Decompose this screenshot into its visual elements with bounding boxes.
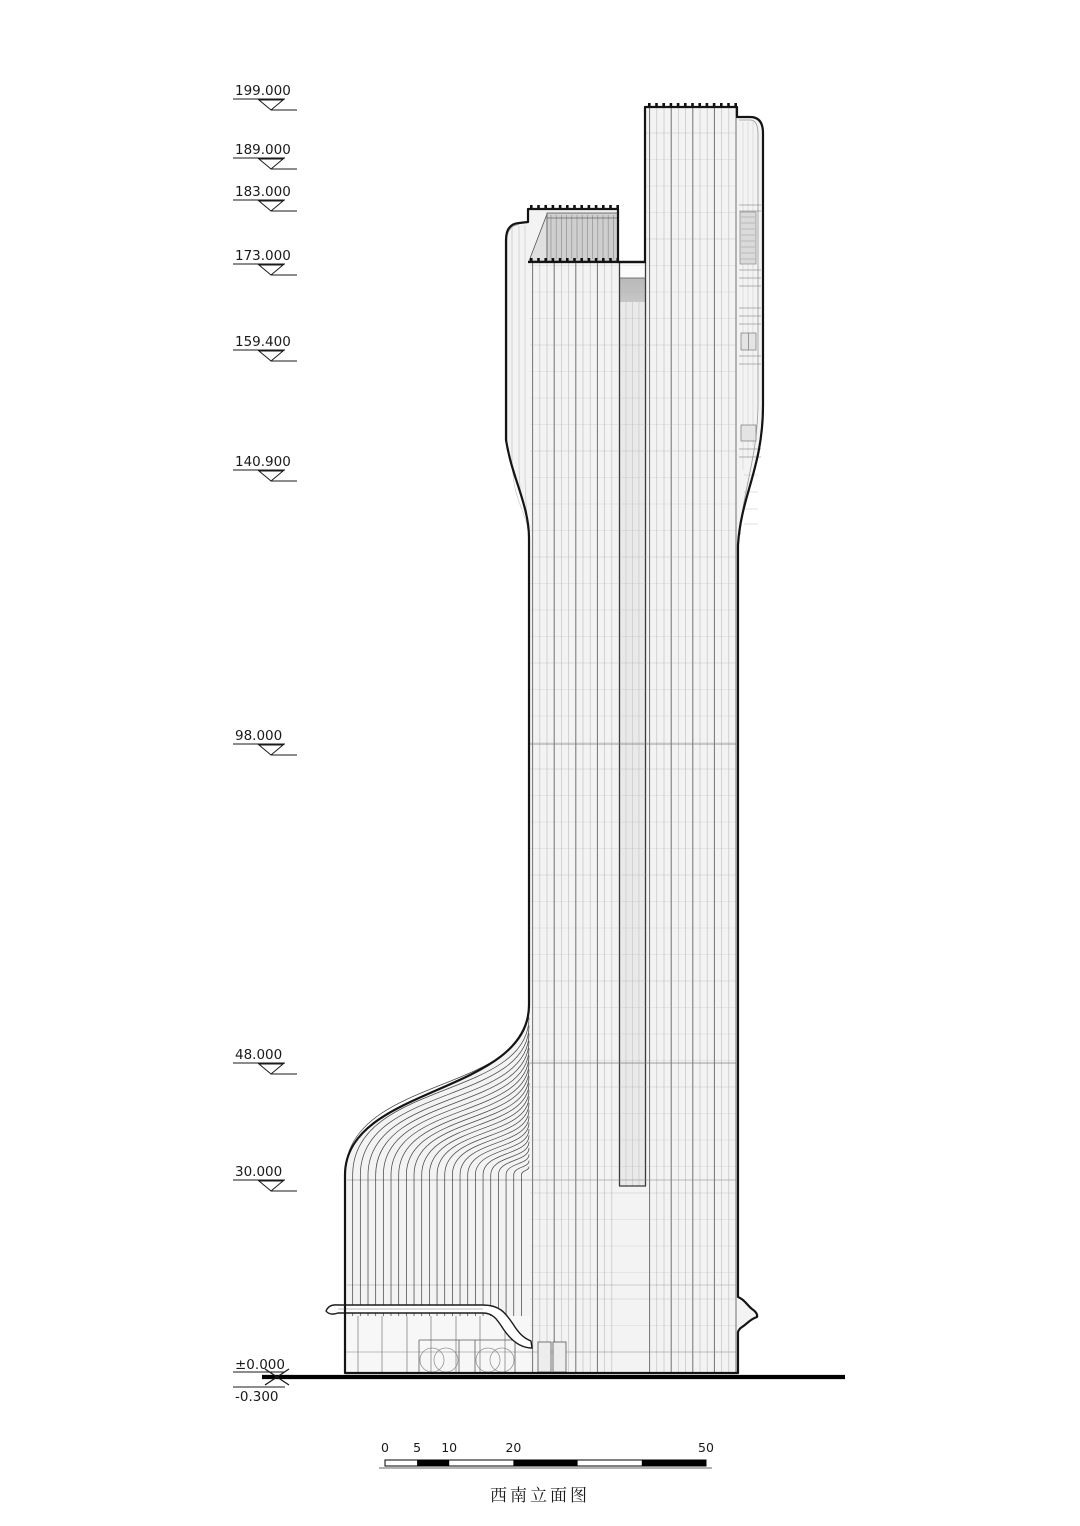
svg-text:140.900: 140.900	[235, 454, 291, 470]
svg-text:199.000: 199.000	[235, 83, 291, 99]
svg-text:±0.000: ±0.000	[235, 1357, 285, 1373]
elevation-marker-159.4	[233, 334, 297, 361]
elevation-marker-189	[233, 142, 297, 169]
svg-text:183.000: 183.000	[235, 184, 291, 200]
drawing-title: 西南立面图	[490, 1486, 590, 1506]
svg-text:10: 10	[441, 1440, 458, 1455]
svg-text:189.000: 189.000	[235, 142, 291, 158]
svg-text:159.400: 159.400	[235, 334, 291, 350]
elevation-marker-140.9	[233, 454, 297, 481]
svg-text:98.000: 98.000	[235, 728, 283, 744]
svg-text:30.000: 30.000	[235, 1164, 283, 1180]
svg-text:50: 50	[698, 1440, 714, 1455]
elevation-marker-98	[233, 728, 297, 755]
elevation-markers	[233, 83, 297, 1405]
svg-text:5: 5	[413, 1440, 422, 1455]
svg-text:173.000: 173.000	[235, 248, 291, 264]
svg-text:20: 20	[505, 1440, 522, 1455]
recessed-strip	[619, 262, 646, 1186]
elevation-marker-173	[233, 248, 297, 275]
ground-minus-marker	[233, 1387, 285, 1405]
svg-text:48.000: 48.000	[235, 1047, 283, 1063]
elevation-marker-30	[233, 1164, 297, 1191]
elevation-marker-183	[233, 184, 297, 211]
svg-text:0: 0	[381, 1440, 389, 1455]
elevation-marker-199	[233, 83, 297, 110]
scale-bar	[379, 1440, 714, 1468]
ground-zero-marker	[233, 1357, 289, 1385]
svg-text:-0.300: -0.300	[235, 1389, 279, 1405]
elevation-marker-48	[233, 1047, 297, 1074]
